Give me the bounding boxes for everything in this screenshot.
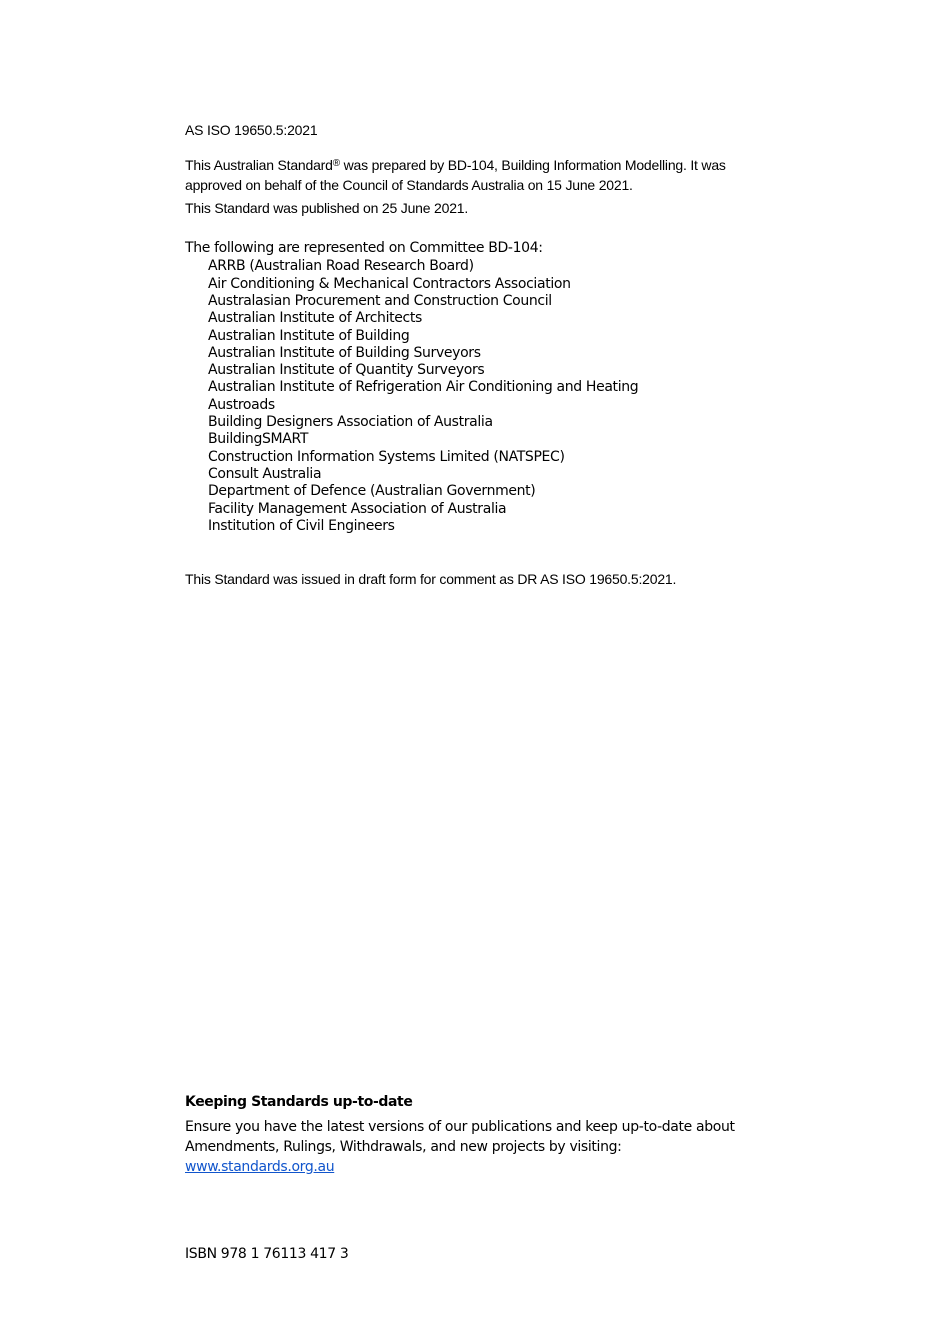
committee-member: Building Designers Association of Australia <box>208 414 493 431</box>
committee-member: Department of Defence (Australian Government) <box>208 483 536 500</box>
committee-member: Institution of Civil Engineers <box>208 517 395 534</box>
committee-member: Australian Institute of Quantity Surveyors <box>208 362 485 379</box>
preparation-text-end: was prepared by BD-104, Building Information Modelling. It was approved on behalf of the Council of Standards Australia on 15 June 2021. <box>185 157 726 193</box>
draft-issue-note: This Standard was issued in draft form for comment as DR AS ISO 19650.5:2021. <box>185 571 677 587</box>
committee-member: BuildingSMART <box>208 431 309 448</box>
committee-member: Australian Institute of Building <box>208 327 410 344</box>
committee-member: Austroads <box>208 396 275 413</box>
committee-member-list <box>185 258 805 535</box>
isbn-number: ISBN 978 1 76113 417 3 <box>185 1246 349 1262</box>
committee-member: ARRB (Australian Road Research Board) <box>208 258 474 275</box>
standards-website-link[interactable]: www.standards.org.au <box>185 1158 335 1175</box>
keeping-up-to-date-text: Ensure you have the latest versions of our publications and keep up-to-date about Amendments, Rulings, Withdrawals, and new projects by visiting: <box>185 1119 735 1155</box>
registered-mark: ® <box>332 158 340 169</box>
committee-member: Consult Australia <box>208 465 322 482</box>
publication-date-statement: This Standard was published on 25 June 2021. <box>185 200 469 216</box>
keeping-up-to-date-body <box>185 1118 785 1177</box>
committee-heading: The following are represented on Committee BD-104: <box>185 240 543 256</box>
preparation-statement <box>185 154 785 195</box>
committee-member: Australasian Procurement and Construction Council <box>208 293 552 309</box>
committee-member: Construction Information Systems Limited (NATSPEC) <box>208 448 565 465</box>
committee-member: Facility Management Association of Australia <box>208 500 507 517</box>
preparation-text-start: This Australian Standard <box>185 157 333 173</box>
document-identifier: AS ISO 19650.5:2021 <box>185 122 318 138</box>
committee-member: Australian Institute of Refrigeration Air Conditioning and Heating <box>208 379 639 396</box>
committee-member: Air Conditioning & Mechanical Contractors Association <box>208 275 571 292</box>
committee-member: Australian Institute of Building Surveyors <box>208 344 481 361</box>
keeping-up-to-date-heading: Keeping Standards up-to-date <box>185 1094 413 1110</box>
committee-section <box>185 240 805 535</box>
committee-member: Australian Institute of Architects <box>208 310 422 327</box>
